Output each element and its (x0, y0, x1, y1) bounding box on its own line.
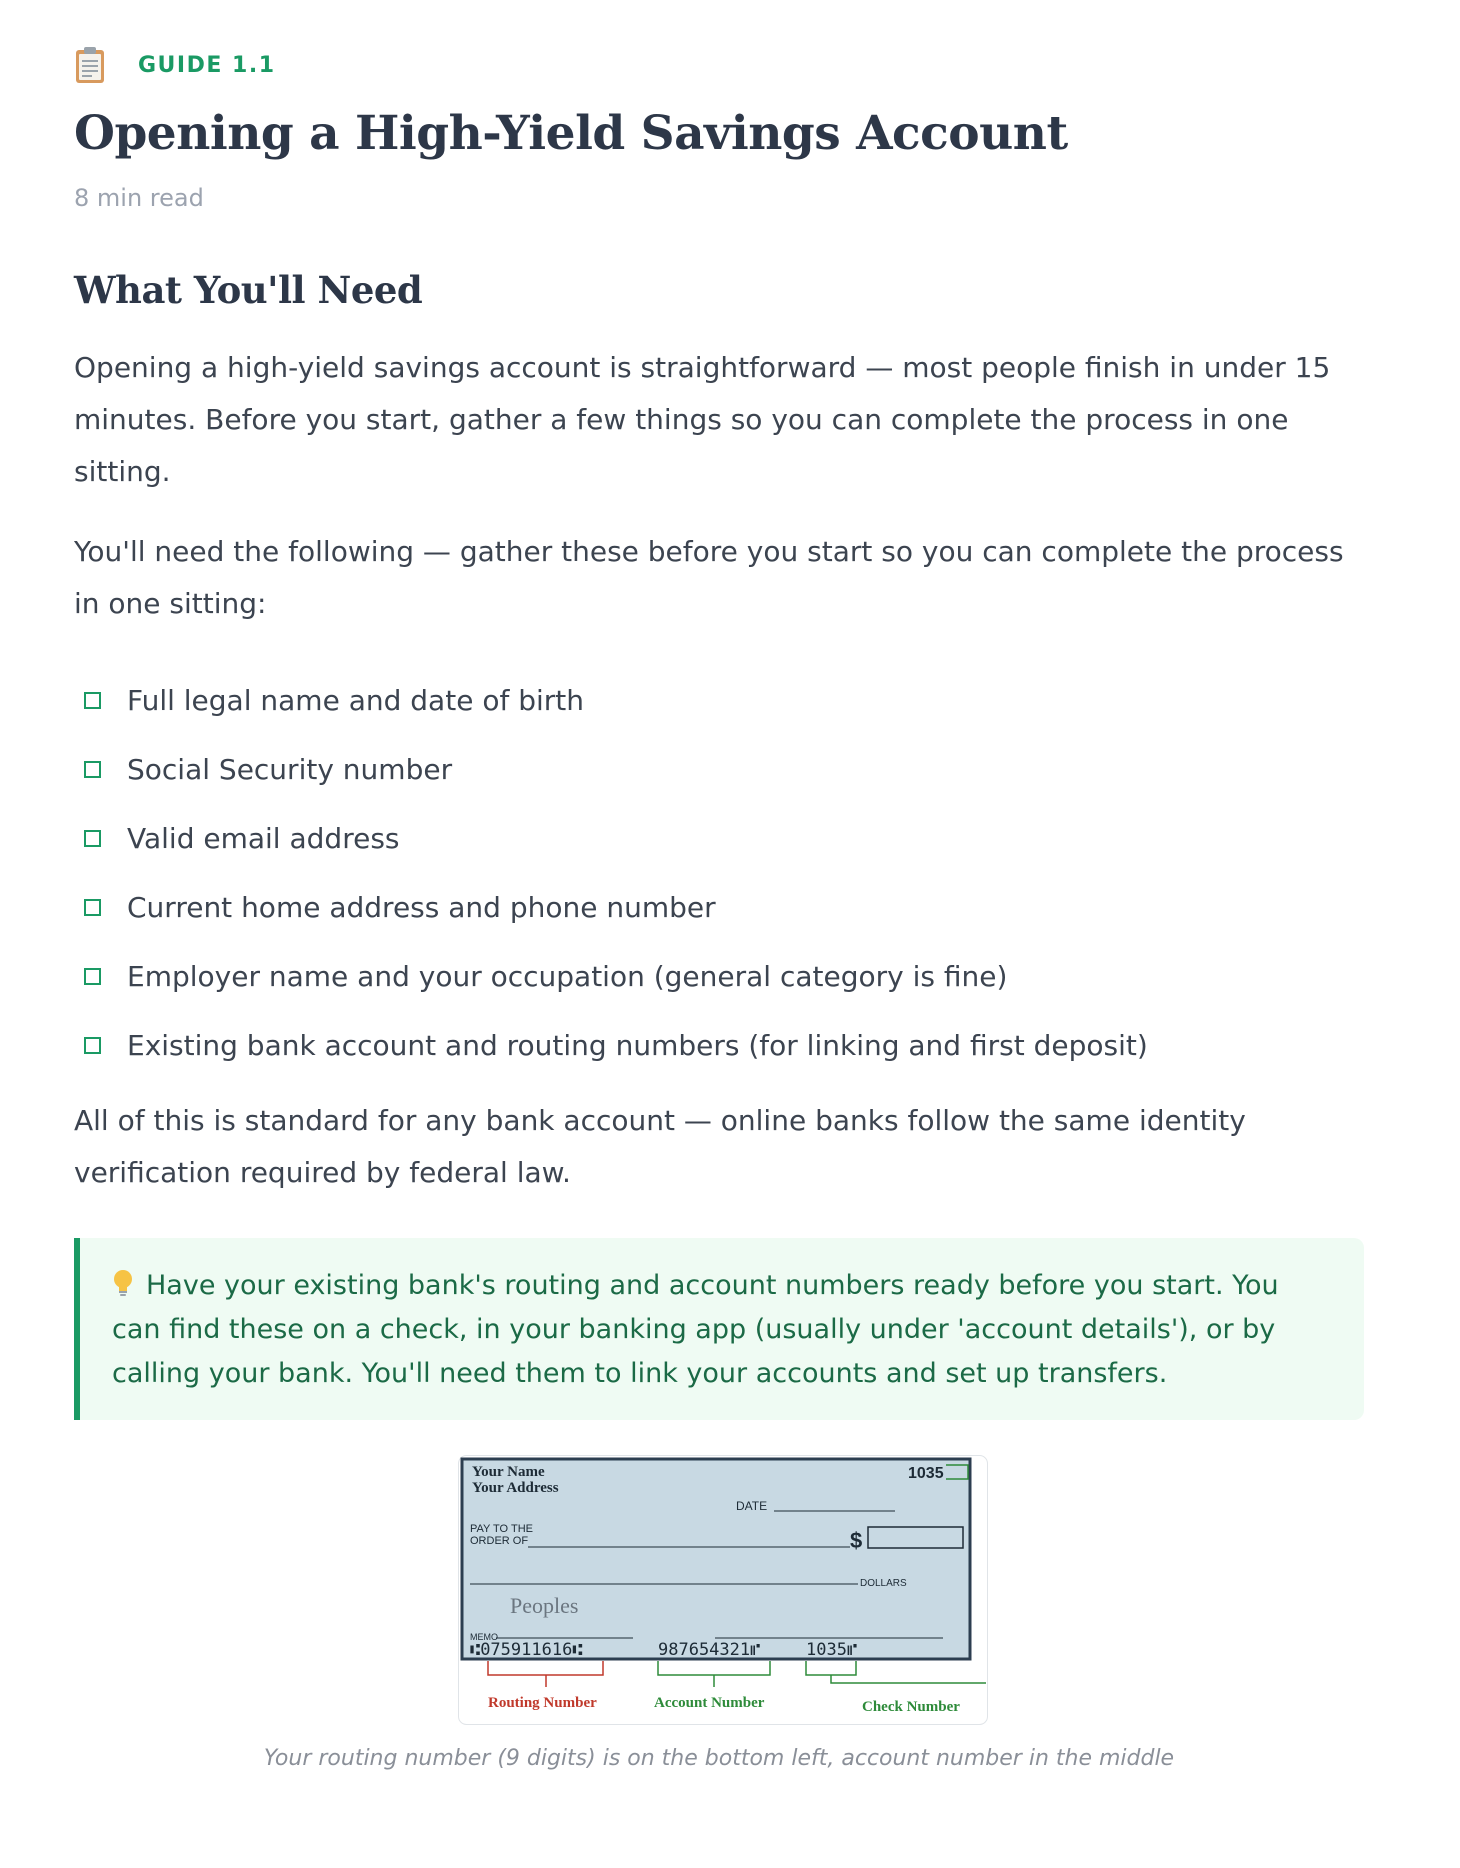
checklist-item-label: Employer name and your occupation (general category is fine) (127, 960, 1008, 993)
checklist-item[interactable] (74, 942, 1148, 1011)
checkbox[interactable] (84, 968, 101, 985)
check-payto-line1: PAY TO THE (470, 1523, 533, 1535)
page-title: Opening a High-Yield Savings Account (74, 106, 1068, 161)
routing-number-label: Routing Number (488, 1695, 597, 1711)
checkbox[interactable] (84, 899, 101, 916)
check-memo-label: MEMO (470, 1632, 498, 1642)
check-date-label: DATE (736, 1499, 768, 1513)
checklist-item[interactable] (74, 666, 1148, 735)
account-number-label: Account Number (654, 1695, 765, 1711)
checklist-item-label: Valid email address (127, 822, 400, 855)
lightbulb-icon (112, 1267, 134, 1295)
check-dollars-label: DOLLARS (860, 1578, 907, 1589)
checkbox[interactable] (84, 761, 101, 778)
checklist-item[interactable] (74, 735, 1148, 804)
section-heading: What You'll Need (74, 268, 423, 312)
requirements-checklist (74, 666, 1148, 1080)
figure-caption: Your routing number (9 digits) is on the bottom left, account number in the middle (263, 1746, 1175, 1771)
checklist-item[interactable] (74, 1011, 1148, 1080)
guide-eyebrow (74, 46, 276, 84)
check-number-label: Check Number (862, 1699, 960, 1715)
intro-paragraph: Opening a high-yield savings account is straightforward — most people finish in under 15 minutes. Before you start, gather a few things so you can complete the process in one sitting. (74, 351, 1331, 488)
outro-paragraph: All of this is standard for any bank account — online banks follow the same identity verification required by federal law. (74, 1104, 1246, 1189)
clipboard-icon (74, 46, 106, 84)
check-diagram (458, 1455, 988, 1725)
checklist-item-label: Existing bank account and routing numbers (for linking and first deposit) (127, 1029, 1148, 1062)
check-name: Your Name (472, 1464, 545, 1480)
lead-paragraph: You'll need the following — gather these before you start so you can complete the process in one sitting: (74, 535, 1344, 620)
checklist-item-label: Social Security number (127, 753, 453, 786)
checklist-item-label: Current home address and phone number (127, 891, 716, 924)
check-address: Your Address (472, 1480, 559, 1496)
guide-label: GUIDE 1.1 (138, 52, 276, 78)
checklist-item-label: Full legal name and date of birth (127, 684, 584, 717)
checkbox[interactable] (84, 830, 101, 847)
read-time: 8 min read (74, 184, 204, 212)
checklist-item[interactable] (74, 804, 1148, 873)
check-payto-line2: ORDER OF (470, 1535, 529, 1547)
check-bank-name: Peoples (510, 1593, 579, 1618)
checklist-item[interactable] (74, 873, 1148, 942)
checkbox[interactable] (84, 692, 101, 709)
check-dollar-sign: $ (850, 1528, 863, 1553)
check-micr-routing: ⑆075911616⑆ (470, 1640, 583, 1660)
tip-callout (74, 1238, 1364, 1420)
check-micr-account: 987654321⑈ (658, 1640, 761, 1660)
tip-text: Have your existing bank's routing and account numbers ready before you start. You can find these on a check, in your banking app (usually under 'account details'), or by calling your bank. You'll need them to link your accounts and set up transfers. (112, 1270, 1279, 1389)
check-number: 1035 (908, 1465, 944, 1482)
checkbox[interactable] (84, 1037, 101, 1054)
check-micr-check: 1035⑈ (806, 1640, 858, 1660)
